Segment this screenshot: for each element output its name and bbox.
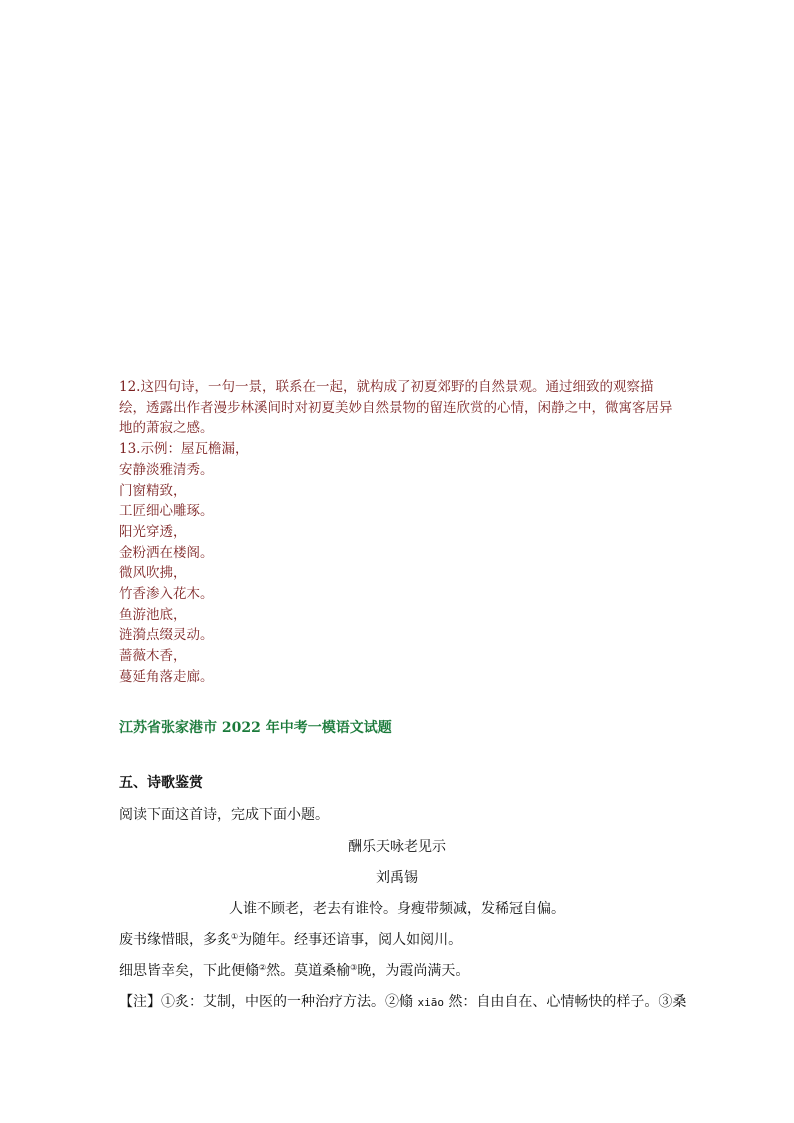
poem-line-3 xyxy=(119,961,469,981)
pinyin: xiāo xyxy=(417,996,444,1009)
poem-text: 为随年。经事还谙事，阅人如阅川。 xyxy=(238,932,463,948)
answer-13-line: 金粉洒在楼阁。 xyxy=(119,544,214,561)
section-heading: 五、诗歌鉴赏 xyxy=(119,775,203,791)
poem-line-1: 人谁不顾老，老去有谁怜。身瘦带频减，发稀冠自偏。 xyxy=(229,901,565,917)
poem-text: 然。莫道桑榆 xyxy=(266,963,351,979)
poem-title: 酬乐天咏老见示 xyxy=(348,839,446,855)
poem-author: 刘禹锡 xyxy=(376,870,418,886)
answer-13-line: 鱼游池底， xyxy=(119,606,187,623)
answer-13-line: 微风吹拂， xyxy=(119,565,187,582)
instruction: 阅读下面这首诗，完成下面小题。 xyxy=(119,807,329,823)
answer-13-line: 竹香渗入花木。 xyxy=(119,586,214,603)
exam-title: 江苏省张家港市 2022 年中考一模语文试题 xyxy=(119,720,392,736)
answer-12: 12.这四句诗，一句一景，联系在一起，就构成了初夏郊野的自然景观。通过细致的观察描绘，透露出作者漫步林溪间时对初夏美妙自然景物的留连欣赏的心情，闲静之中，微寓客居异地的萧寂之感。 xyxy=(119,379,673,437)
answer-13-line: 安静淡雅清秀。 xyxy=(119,461,214,478)
answer-13-line: 工匠细心雕琢。 xyxy=(119,503,214,520)
answer-13-line: 阳光穿透， xyxy=(119,523,187,540)
poem-line-2 xyxy=(119,930,462,950)
footnote-text: 【注】①炙：艾制，中医的一种治疗方法。②翛 xyxy=(119,994,418,1010)
footnote-marker: ② xyxy=(259,963,267,972)
answer-13-line: 门窗精致， xyxy=(119,482,187,499)
footnote-text: 然：自由自在、心情畅快的样子。③桑 xyxy=(443,994,687,1010)
poem-text: 细思皆幸矣，下此便翛 xyxy=(119,963,259,979)
footnote-marker: ③ xyxy=(350,963,358,972)
answer-13-line: 蔓延角落走廊。 xyxy=(119,668,214,685)
answer-13-line: 涟漪点缀灵动。 xyxy=(119,627,214,644)
footnote xyxy=(119,992,686,1013)
answer-block xyxy=(119,377,679,688)
footnote-marker: ① xyxy=(231,932,239,941)
poem-text: 晚，为霞尚满天。 xyxy=(357,963,470,979)
answer-13-line: 13.示例：屋瓦檐漏， xyxy=(119,441,249,458)
answer-13-line: 蔷薇木香， xyxy=(119,648,187,665)
poem-text: 废书缘惜眼，多炙 xyxy=(119,932,231,948)
